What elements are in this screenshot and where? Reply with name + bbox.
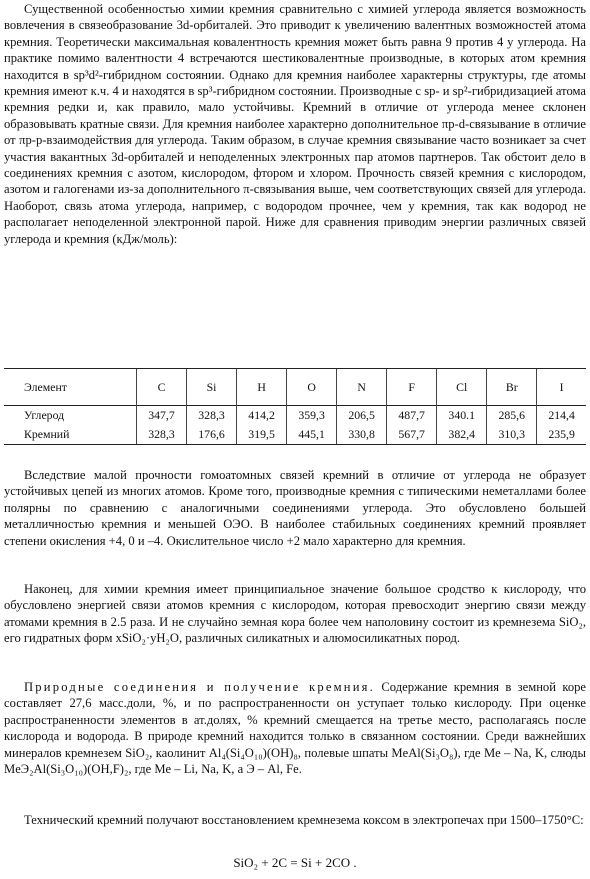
table-header-cell: F — [387, 369, 437, 406]
table-header-cell: I — [537, 369, 586, 406]
paragraph-natural-compounds-body: Содержание кремния в земной коре составляет 27,6 масс.доли, %, и по распространенности он уступает только кислороду. При оценке распространенности элементов в ат.долях, % кремний смещается на третье место, располагаясь после кислорода и водорода. В природе кремний находится только в связанном состоянии. Среди важнейших минералов кремнезем SiO₂, каолинит Al₄(Si₄O₁₀)(OH)₈, полевые шпаты MeAl(Si₃O₈), где Me – Na, K, слюды MeЭ₂Al(Si₃O₁₀)(OH,F)₂, где Me – Li, Na, K, а Э – Al, Fe. — [4, 680, 586, 777]
table-cell: 340.1 — [437, 406, 487, 425]
table-cell: 214,4 — [537, 406, 586, 425]
table-cell: 487,7 — [387, 406, 437, 425]
paragraph-natural-compounds — [4, 679, 586, 777]
table-header-cell: Br — [487, 369, 537, 406]
paragraph-oxygen-affinity: Наконец, для химии кремния имеет принципиальное значение большое сродство к кислороду, что обусловлено энергией связи атомов кремния с кислородом, которая превосходит энергию связи между атомами кремния в 2.5 раза. И не случайно земная кора более чем наполовину состоит из кремнезема SiO₂, его гидратных форм xSiO₂·yH₂O, различных силикатных и алюмосиликатных пород. — [4, 582, 586, 646]
section-heading-natural-compounds: Природные соединения и получение кремния. — [24, 680, 376, 694]
table-cell: 310,3 — [487, 425, 537, 444]
table-cell: 176,6 — [187, 425, 237, 444]
table-header-cell: H — [237, 369, 287, 406]
bond-energy-table — [4, 368, 586, 445]
table-cell: 319,5 — [237, 425, 287, 444]
table-cell: 330,8 — [337, 425, 387, 444]
table-cell: 382,4 — [437, 425, 487, 444]
table-cell: 445,1 — [287, 425, 337, 444]
table-cell: 285,6 — [487, 406, 537, 425]
table-cell: 347,7 — [137, 406, 187, 425]
table-row — [4, 406, 586, 425]
table-cell: 235,9 — [537, 425, 586, 444]
table-header-cell: N — [337, 369, 387, 406]
table-cell: 567,7 — [387, 425, 437, 444]
table-cell: 328,3 — [187, 406, 237, 425]
table-header-cell: Cl — [437, 369, 487, 406]
table-cell: 359,3 — [287, 406, 337, 425]
table-header-row — [4, 369, 586, 406]
table-header-cell: Элемент — [24, 379, 67, 394]
table-cell: Углерод — [24, 408, 65, 422]
paragraph-homoatomic-bonds: Вследствие малой прочности гомоатомных связей кремний в отличие от углерода не образует устойчивых цепей из многих атомов. Кроме того, производные кремния с типическими неметаллами более полярны по сравнению с аналогичными соединениями углерода. Это обусловлено большей металличностью кремния и меньшей ОЭО. В наиболее стабильных соединениях кремний проявляет степени окисления +4, 0 и –4. Окислительное число +2 мало характерно для кремния. — [4, 468, 586, 548]
table-header-cell: Si — [187, 369, 237, 406]
paragraph-technical-silicon: Технический кремний получают восстановлением кремнезема коксом в электропечах при 1500–1750°C: — [24, 813, 584, 827]
table-cell: 206,5 — [337, 406, 387, 425]
table-bottom-rule — [4, 444, 586, 445]
table-cell: Кремний — [24, 427, 70, 441]
table-row — [4, 425, 586, 444]
table-cell: 328,3 — [137, 425, 187, 444]
paragraph-silicon-chemistry: Существенной особенностью химии кремния сравнительно с химией углерода является возможность вовлечения в связеобразование 3d-орбиталей. Это приводит к увеличению валентных возможностей атома кремния. Теоретически максимальная ковалентность кремния может быть равна 9 против 4 у углерода. На практике помимо валентности 4 встречаются шестиковалентные производные, в которых атом кремния находится в sp³d²-гибридном состоянии. Однако для кремния наиболее характерны структуры, где атомы кремния имеют к.ч. 4 и находятся в sp³-гибридном состоянии. Производные с sp- и sp²-гибридизацией атома кремния редки и, как правило, мало устойчивы. Кремний в отличие от углерода менее склонен образовывать кратные связи. Для кремния наиболее характерно дополнительное πp-d-связывание в отличие от πp-p-взаимодействия для углерода. Таким образом, в случае кремния связывание часто возникает за счет участия вакантных 3d-орбиталей и неподеленных электронных пар атомов партнеров. Так обстоит дело в соединениях кремния с азотом, кислородом, фтором и хлором. Прочность связей кремния с кислородом, азотом и галогенами из-за дополнительного π-связывания выше, чем соответствующих связей для углерода. Наоборот, связь атома углерода, например, с водородом прочнее, чем у кремния, так как водород не располагает неподеленной электронной парой. Ниже для сравнения приводим энергии различных связей углерода и кремния (кДж/моль): — [4, 2, 586, 246]
table-cell: 414,2 — [237, 406, 287, 425]
table-header-cell: C — [137, 369, 187, 406]
reduction-equation: SiO₂ + 2C = Si + 2CO . — [233, 855, 357, 870]
table-header-cell: O — [287, 369, 337, 406]
